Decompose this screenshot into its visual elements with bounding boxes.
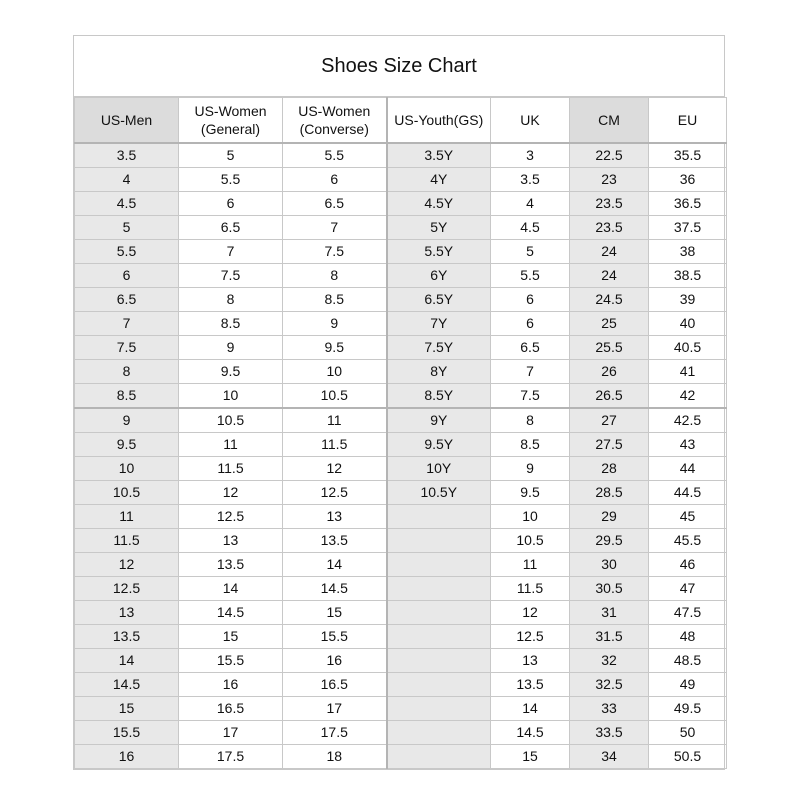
cell-us-men: 13.5	[75, 625, 179, 649]
cell-uk: 14.5	[491, 721, 570, 745]
cell-us-youth	[387, 577, 491, 601]
table-row	[75, 481, 727, 505]
header-row	[75, 98, 727, 144]
cell-eu: 50	[649, 721, 727, 745]
cell-eu: 48.5	[649, 649, 727, 673]
cell-us-women-converse: 15	[283, 601, 387, 625]
cell-cm: 33.5	[570, 721, 649, 745]
cell-us-youth	[387, 697, 491, 721]
table-row	[75, 745, 727, 769]
cell-us-youth	[387, 505, 491, 529]
cell-us-youth: 10Y	[387, 457, 491, 481]
cell-uk: 5	[491, 240, 570, 264]
cell-us-men: 12.5	[75, 577, 179, 601]
cell-us-youth	[387, 529, 491, 553]
cell-uk: 10.5	[491, 529, 570, 553]
cell-us-women-converse: 12.5	[283, 481, 387, 505]
table-row	[75, 192, 727, 216]
cell-us-women-converse: 12	[283, 457, 387, 481]
cell-us-youth: 9Y	[387, 408, 491, 433]
cell-eu: 45.5	[649, 529, 727, 553]
table-row	[75, 649, 727, 673]
cell-us-youth: 5.5Y	[387, 240, 491, 264]
cell-eu: 44	[649, 457, 727, 481]
cell-us-men: 6	[75, 264, 179, 288]
cell-us-women-converse: 10	[283, 360, 387, 384]
cell-eu: 48	[649, 625, 727, 649]
header-us-women-converse: US-Women (Converse)	[283, 98, 387, 144]
cell-uk: 6	[491, 312, 570, 336]
cell-us-youth: 6Y	[387, 264, 491, 288]
cell-us-women-general: 13.5	[179, 553, 283, 577]
cell-us-women-general: 10	[179, 384, 283, 409]
cell-uk: 9.5	[491, 481, 570, 505]
cell-us-women-general: 6	[179, 192, 283, 216]
cell-eu: 47	[649, 577, 727, 601]
cell-us-women-converse: 8.5	[283, 288, 387, 312]
cell-uk: 4.5	[491, 216, 570, 240]
cell-us-youth: 10.5Y	[387, 481, 491, 505]
cell-cm: 23.5	[570, 216, 649, 240]
table-row	[75, 360, 727, 384]
table-row	[75, 529, 727, 553]
cell-cm: 29	[570, 505, 649, 529]
cell-us-women-general: 16	[179, 673, 283, 697]
cell-uk: 11	[491, 553, 570, 577]
cell-us-women-converse: 6	[283, 168, 387, 192]
cell-us-men: 12	[75, 553, 179, 577]
cell-us-men: 9.5	[75, 433, 179, 457]
cell-us-men: 3.5	[75, 143, 179, 168]
cell-us-men: 4.5	[75, 192, 179, 216]
cell-us-youth: 3.5Y	[387, 143, 491, 168]
header-uk: UK	[491, 98, 570, 144]
cell-us-men: 7.5	[75, 336, 179, 360]
cell-cm: 25	[570, 312, 649, 336]
cell-eu: 40.5	[649, 336, 727, 360]
cell-us-women-general: 11	[179, 433, 283, 457]
cell-us-women-converse: 17	[283, 697, 387, 721]
cell-us-men: 8	[75, 360, 179, 384]
cell-us-women-converse: 5.5	[283, 143, 387, 168]
cell-us-women-converse: 7.5	[283, 240, 387, 264]
cell-us-youth	[387, 745, 491, 769]
cell-us-women-converse: 14.5	[283, 577, 387, 601]
cell-uk: 13.5	[491, 673, 570, 697]
cell-us-women-converse: 13	[283, 505, 387, 529]
cell-us-men: 13	[75, 601, 179, 625]
cell-cm: 28	[570, 457, 649, 481]
cell-us-youth: 5Y	[387, 216, 491, 240]
cell-us-women-general: 15	[179, 625, 283, 649]
table-row	[75, 288, 727, 312]
cell-uk: 13	[491, 649, 570, 673]
cell-us-women-general: 7	[179, 240, 283, 264]
cell-us-women-converse: 15.5	[283, 625, 387, 649]
cell-uk: 6	[491, 288, 570, 312]
cell-us-men: 10.5	[75, 481, 179, 505]
cell-us-men: 9	[75, 408, 179, 433]
cell-us-men: 14	[75, 649, 179, 673]
chart-title: Shoes Size Chart	[74, 36, 724, 97]
cell-us-youth: 7Y	[387, 312, 491, 336]
cell-us-men: 10	[75, 457, 179, 481]
table-body	[75, 143, 727, 769]
cell-us-women-general: 14.5	[179, 601, 283, 625]
table-row	[75, 673, 727, 697]
cell-us-women-converse: 14	[283, 553, 387, 577]
cell-us-women-converse: 17.5	[283, 721, 387, 745]
cell-uk: 15	[491, 745, 570, 769]
cell-us-women-converse: 8	[283, 264, 387, 288]
table-row	[75, 312, 727, 336]
cell-us-men: 8.5	[75, 384, 179, 409]
cell-cm: 23.5	[570, 192, 649, 216]
cell-us-youth: 8.5Y	[387, 384, 491, 409]
cell-eu: 49	[649, 673, 727, 697]
cell-us-women-general: 12	[179, 481, 283, 505]
cell-uk: 12	[491, 601, 570, 625]
cell-us-women-general: 17	[179, 721, 283, 745]
header-us-women-general: US-Women (General)	[179, 98, 283, 144]
cell-us-men: 15.5	[75, 721, 179, 745]
cell-us-women-general: 7.5	[179, 264, 283, 288]
table-row	[75, 384, 727, 409]
cell-us-men: 7	[75, 312, 179, 336]
cell-eu: 43	[649, 433, 727, 457]
cell-eu: 36	[649, 168, 727, 192]
table-row	[75, 336, 727, 360]
cell-uk: 3.5	[491, 168, 570, 192]
header-us-youth: US-Youth(GS)	[387, 98, 491, 144]
cell-us-women-general: 8	[179, 288, 283, 312]
cell-us-men: 11.5	[75, 529, 179, 553]
cell-cm: 32.5	[570, 673, 649, 697]
cell-us-women-converse: 10.5	[283, 384, 387, 409]
cell-us-youth: 9.5Y	[387, 433, 491, 457]
cell-uk: 14	[491, 697, 570, 721]
cell-us-youth: 7.5Y	[387, 336, 491, 360]
cell-us-women-converse: 16.5	[283, 673, 387, 697]
cell-us-women-general: 10.5	[179, 408, 283, 433]
cell-uk: 7.5	[491, 384, 570, 409]
cell-uk: 4	[491, 192, 570, 216]
cell-us-women-general: 15.5	[179, 649, 283, 673]
cell-eu: 50.5	[649, 745, 727, 769]
cell-eu: 38.5	[649, 264, 727, 288]
cell-uk: 11.5	[491, 577, 570, 601]
cell-cm: 23	[570, 168, 649, 192]
cell-us-women-general: 5	[179, 143, 283, 168]
cell-eu: 37.5	[649, 216, 727, 240]
cell-uk: 9	[491, 457, 570, 481]
cell-eu: 40	[649, 312, 727, 336]
cell-cm: 22.5	[570, 143, 649, 168]
table-row	[75, 721, 727, 745]
cell-us-women-general: 17.5	[179, 745, 283, 769]
cell-us-women-general: 9	[179, 336, 283, 360]
cell-us-women-converse: 9	[283, 312, 387, 336]
cell-eu: 35.5	[649, 143, 727, 168]
table-row	[75, 553, 727, 577]
table-row	[75, 577, 727, 601]
cell-us-men: 14.5	[75, 673, 179, 697]
cell-eu: 38	[649, 240, 727, 264]
table-row	[75, 216, 727, 240]
cell-us-women-general: 14	[179, 577, 283, 601]
table-row	[75, 457, 727, 481]
cell-cm: 26.5	[570, 384, 649, 409]
cell-cm: 24	[570, 240, 649, 264]
size-table	[74, 97, 727, 769]
cell-uk: 5.5	[491, 264, 570, 288]
table-row	[75, 408, 727, 433]
cell-us-men: 16	[75, 745, 179, 769]
cell-us-women-converse: 13.5	[283, 529, 387, 553]
cell-us-youth: 8Y	[387, 360, 491, 384]
cell-cm: 25.5	[570, 336, 649, 360]
cell-eu: 39	[649, 288, 727, 312]
cell-uk: 8	[491, 408, 570, 433]
cell-us-women-general: 8.5	[179, 312, 283, 336]
cell-cm: 26	[570, 360, 649, 384]
cell-cm: 24	[570, 264, 649, 288]
cell-uk: 10	[491, 505, 570, 529]
cell-eu: 42.5	[649, 408, 727, 433]
cell-us-women-general: 12.5	[179, 505, 283, 529]
table-row	[75, 601, 727, 625]
cell-uk: 8.5	[491, 433, 570, 457]
cell-us-women-converse: 7	[283, 216, 387, 240]
cell-cm: 28.5	[570, 481, 649, 505]
table-row	[75, 264, 727, 288]
cell-uk: 7	[491, 360, 570, 384]
table-row	[75, 168, 727, 192]
cell-cm: 30.5	[570, 577, 649, 601]
cell-cm: 24.5	[570, 288, 649, 312]
cell-eu: 44.5	[649, 481, 727, 505]
header-eu: EU	[649, 98, 727, 144]
cell-us-men: 4	[75, 168, 179, 192]
cell-eu: 36.5	[649, 192, 727, 216]
cell-us-youth	[387, 553, 491, 577]
cell-us-women-converse: 16	[283, 649, 387, 673]
cell-us-youth	[387, 601, 491, 625]
table-row	[75, 505, 727, 529]
cell-us-women-general: 13	[179, 529, 283, 553]
cell-eu: 49.5	[649, 697, 727, 721]
cell-us-women-general: 5.5	[179, 168, 283, 192]
cell-eu: 46	[649, 553, 727, 577]
cell-cm: 27.5	[570, 433, 649, 457]
cell-us-men: 15	[75, 697, 179, 721]
cell-us-men: 6.5	[75, 288, 179, 312]
cell-cm: 31	[570, 601, 649, 625]
cell-us-youth	[387, 673, 491, 697]
cell-cm: 32	[570, 649, 649, 673]
cell-us-men: 11	[75, 505, 179, 529]
cell-us-women-converse: 9.5	[283, 336, 387, 360]
cell-eu: 45	[649, 505, 727, 529]
cell-us-men: 5	[75, 216, 179, 240]
cell-us-women-general: 16.5	[179, 697, 283, 721]
cell-us-women-general: 6.5	[179, 216, 283, 240]
cell-uk: 6.5	[491, 336, 570, 360]
cell-eu: 42	[649, 384, 727, 409]
table-row	[75, 240, 727, 264]
header-cm: CM	[570, 98, 649, 144]
cell-cm: 34	[570, 745, 649, 769]
cell-us-women-converse: 11.5	[283, 433, 387, 457]
cell-eu: 41	[649, 360, 727, 384]
cell-us-youth	[387, 721, 491, 745]
table-row	[75, 625, 727, 649]
cell-cm: 33	[570, 697, 649, 721]
cell-us-women-general: 9.5	[179, 360, 283, 384]
cell-us-men: 5.5	[75, 240, 179, 264]
table-row	[75, 143, 727, 168]
cell-us-youth: 4Y	[387, 168, 491, 192]
cell-us-women-converse: 11	[283, 408, 387, 433]
table-row	[75, 433, 727, 457]
cell-us-women-general: 11.5	[179, 457, 283, 481]
cell-cm: 27	[570, 408, 649, 433]
cell-cm: 30	[570, 553, 649, 577]
cell-us-youth: 6.5Y	[387, 288, 491, 312]
size-chart	[73, 35, 725, 770]
cell-eu: 47.5	[649, 601, 727, 625]
header-us-men: US-Men	[75, 98, 179, 144]
cell-us-youth: 4.5Y	[387, 192, 491, 216]
cell-us-youth	[387, 625, 491, 649]
cell-us-youth	[387, 649, 491, 673]
cell-us-women-converse: 18	[283, 745, 387, 769]
table-row	[75, 697, 727, 721]
cell-uk: 3	[491, 143, 570, 168]
cell-us-women-converse: 6.5	[283, 192, 387, 216]
cell-cm: 29.5	[570, 529, 649, 553]
cell-cm: 31.5	[570, 625, 649, 649]
cell-uk: 12.5	[491, 625, 570, 649]
